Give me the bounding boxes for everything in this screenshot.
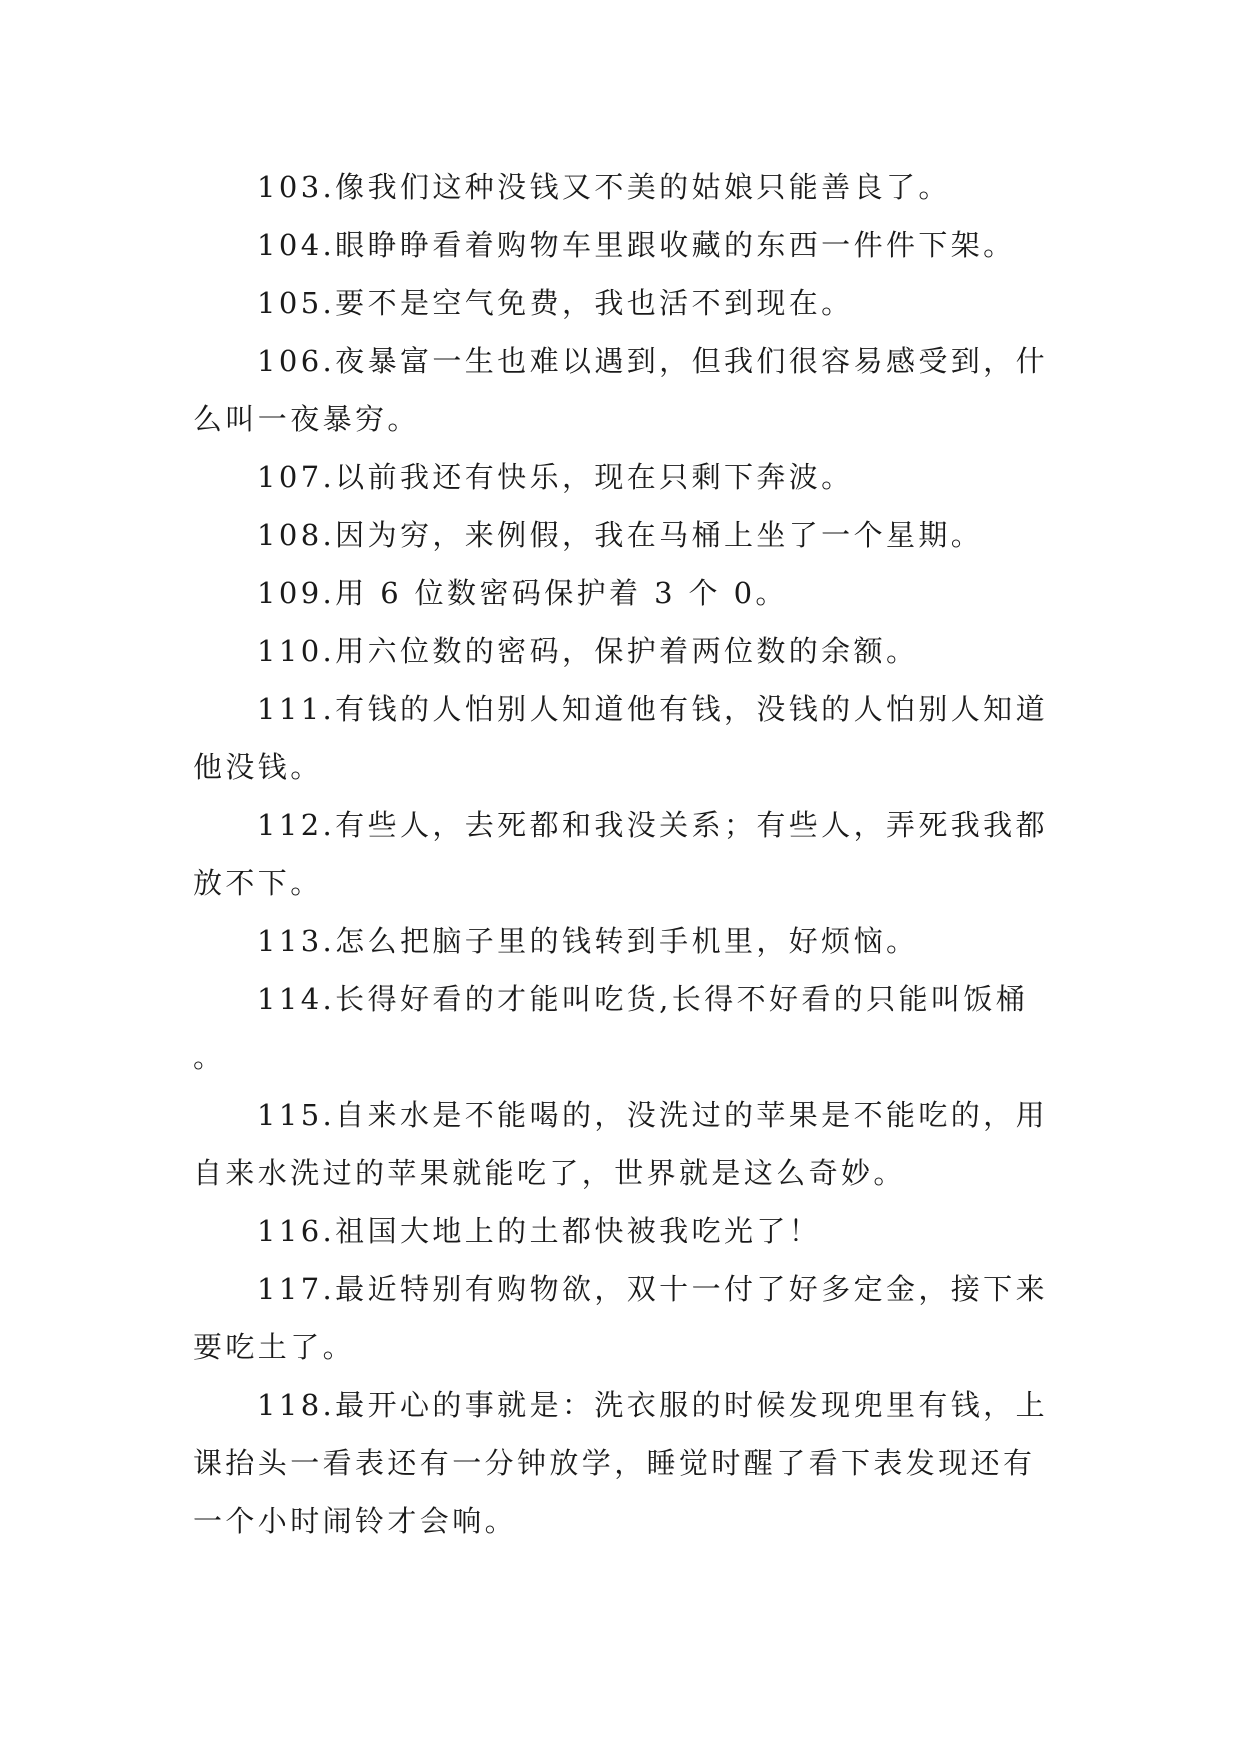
paragraph-112: 112.有些人，去死都和我没关系；有些人，弄死我我都放不下。 (193, 808, 1048, 900)
paragraph-106: 106.夜暴富一生也难以遇到，但我们很容易感受到，什么叫一夜暴穷。 (193, 344, 1048, 436)
paragraph-103: 103.像我们这种没钱又不美的姑娘只能善良了。 (257, 170, 951, 204)
document-body (193, 158, 1053, 1550)
paragraph-118: 118.最开心的事就是：洗衣服的时候发现兜里有钱，上课抬头一看表还有一分钟放学，睡觉时醒了看下表发现还有一个小时闹铃才会响。 (193, 1388, 1048, 1538)
paragraph-104: 104.眼睁睁看着购物车里跟收藏的东西一件件下架。 (257, 228, 1016, 262)
paragraph-107: 107.以前我还有快乐，现在只剩下奔波。 (257, 460, 854, 494)
paragraph-115: 115.自来水是不能喝的，没洗过的苹果是不能吃的，用自来水洗过的苹果就能吃了，世界就是这么奇妙。 (193, 1098, 1048, 1190)
paragraph-116: 116.祖国大地上的土都快被我吃光了！ (257, 1214, 822, 1248)
paragraph-108: 108.因为穷，来例假，我在马桶上坐了一个星期。 (257, 518, 984, 552)
paragraph-109: 109.用 6 位数密码保护着 3 个 0。 (257, 576, 788, 610)
paragraph-110: 110.用六位数的密码，保护着两位数的余额。 (257, 634, 919, 668)
paragraph-113: 113.怎么把脑子里的钱转到手机里，好烦恼。 (257, 924, 919, 958)
paragraph-114: 114.长得好看的才能叫吃货,长得不好看的只能叫饭桶。 (193, 982, 1029, 1074)
paragraph-117: 117.最近特别有购物欲，双十一付了好多定金，接下来要吃土了。 (193, 1272, 1048, 1364)
paragraph-111: 111.有钱的人怕别人知道他有钱，没钱的人怕别人知道他没钱。 (193, 692, 1048, 784)
paragraph-105: 105.要不是空气免费，我也活不到现在。 (257, 286, 854, 320)
